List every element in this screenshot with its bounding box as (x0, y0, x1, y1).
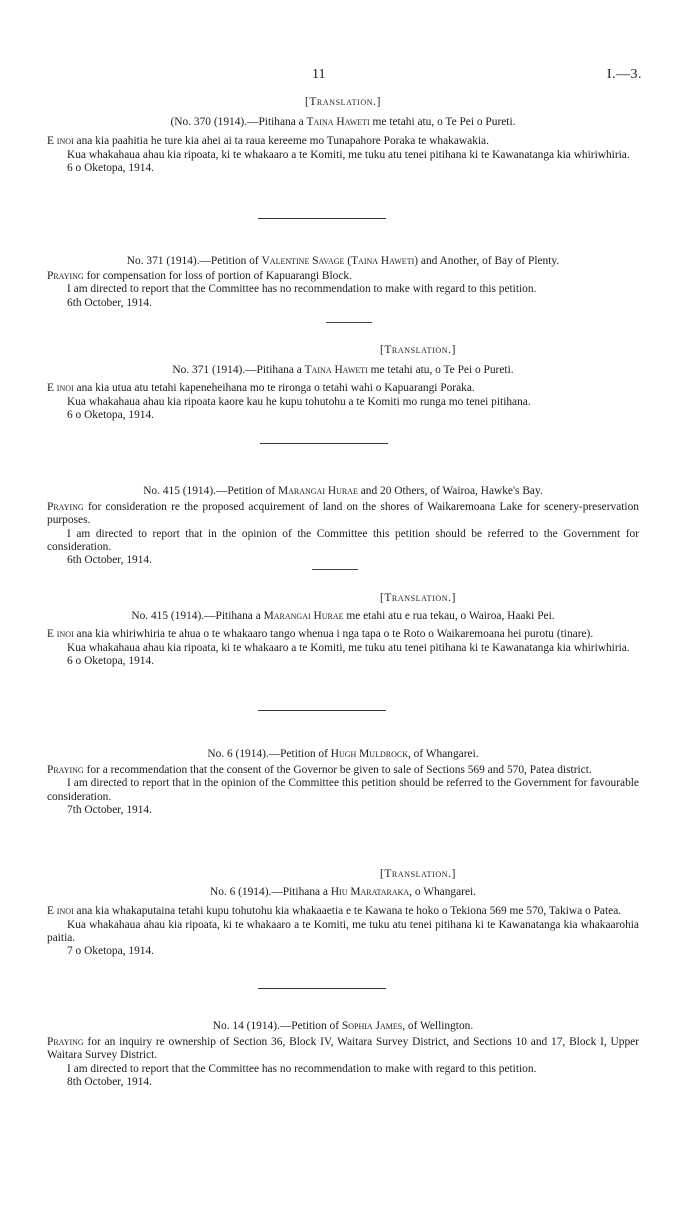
petition-370-translation (47, 96, 639, 175)
committee-report: Kua whakahaua ahau kia ripoata, ki te whakaaro a te Komiti, me tuku atu tenei pitihana ki te Kawanatanga kia whiriwhiria. (67, 641, 630, 654)
petition-prayer: E inoi ana kia whiriwhiria te ahua o te whakaaro tango whenua i nga tapa o te Roto o Waikaremoana hei purotu (tinare). (47, 628, 594, 641)
short-divider (326, 322, 372, 323)
translation-heading: [Translation.] (379, 344, 456, 356)
petition-heading: No. 6 (1914).—Pitihana a Hiu Marataraka, o Whangarei. (209, 886, 477, 899)
translation-heading: [Translation.] (379, 868, 456, 880)
translation-heading: [Translation.] (379, 592, 456, 604)
committee-report: I am directed to report that in the opinion of the Committee this petition should be referred to the Government for consideration. (47, 527, 639, 553)
petition-prayer: Praying for an inquiry re ownership of Section 36, Block IV, Waitara Survey District, and Sections 10 and 17, Block I, Upper Waitara Survey District. (47, 1036, 639, 1062)
petition-6 (47, 748, 639, 817)
petition-heading: No. 415 (1914).—Petition of Marangai Hurae and 20 Others, of Wairoa, Hawke's Bay. (143, 485, 543, 497)
committee-report: Kua whakahaua ahau kia ripoata, ki te whakaaro a te Komiti, me tuku atu tenei pitihana ki te Kawanatanga kia whakaarohia paitia. (47, 918, 639, 944)
committee-report: Kua whakahaua ahau kia ripoata kaore kau he kupu tohutohu a te Komiti mo runga mo tenei pitihana. (67, 395, 531, 408)
report-date: 6th October, 1914. (67, 296, 152, 309)
petition-6-translation (47, 868, 639, 958)
report-date: 6 o Oketopa, 1914. (67, 408, 154, 421)
report-date: 6 o Oketopa, 1914. (67, 654, 154, 667)
petition-prayer: Praying for consideration re the proposed acquirement of land on the shores of Waikaremoana Lake for scenery-preservation purposes. (47, 501, 639, 527)
petition-prayer: E inoi ana kia utua atu tetahi kapeneheihana mo te rironga o tetahi wahi o Kapuarangi Poraka. (47, 382, 475, 395)
petition-heading: No. 6 (1914).—Petition of Hugh Muldrock, of Whangarei. (207, 748, 479, 760)
translation-heading: [Translation.] (304, 96, 381, 108)
petition-415-translation (47, 592, 639, 668)
petition-371 (47, 255, 639, 310)
section-divider (258, 988, 386, 989)
section-divider (260, 443, 388, 444)
petition-prayer: Praying for compensation for loss of portion of Kapuarangi Block. (47, 270, 352, 283)
report-date: 7 o Oketopa, 1914. (67, 945, 154, 958)
petition-heading: No. 371 (1914).—Pitihana a Taina Haweti me tetahi atu, o Te Pei o Pureti. (172, 364, 514, 377)
committee-report: I am directed to report that the Committee has no recommendation to make with regard to this petition. (67, 283, 537, 296)
short-divider (312, 569, 358, 570)
petition-heading: (No. 370 (1914).—Pitihana a Taina Haweti me tetahi atu, o Te Pei o Pureti. (170, 116, 516, 129)
petition-heading: No. 371 (1914).—Petition of Valentine Savage (Taina Haweti) and Another, of Bay of Plenty. (126, 255, 560, 267)
section-divider (258, 218, 386, 219)
page-reference: I.—3. (606, 67, 642, 82)
petition-prayer: E inoi ana kia paahitia he ture kia ahei ai ta raua kereeme mo Tunapahore Poraka te whakawakia. (47, 135, 489, 148)
petition-371-translation (47, 344, 639, 422)
petition-14 (47, 1020, 639, 1089)
petition-415 (47, 485, 639, 567)
committee-report: Kua whakahaua ahau kia ripoata, ki te whakaaro a te Komiti, me tuku atu tenei pitihana ki te Kawanatanga kia whiriwhiria. (67, 148, 630, 161)
petition-heading: No. 415 (1914).—Pitihana a Marangai Hurae me etahi atu e rua tekau, o Wairoa, Haaki Pei. (131, 610, 555, 623)
committee-report: I am directed to report that the Committee has no recommendation to make with regard to this petition. (67, 1062, 537, 1075)
report-date: 8th October, 1914. (67, 1075, 152, 1088)
page-number: 11 (312, 67, 326, 82)
report-date: 7th October, 1914. (67, 803, 152, 816)
section-divider (258, 710, 386, 711)
committee-report: I am directed to report that in the opinion of the Committee this petition should be referred to the Government for favourable consideration. (47, 777, 639, 803)
petition-prayer: Praying for a recommendation that the consent of the Governor be given to sale of Sections 569 and 570, Patea district. (47, 764, 592, 777)
petition-prayer: E inoi ana kia whakaputaina tetahi kupu tohutohu kia whakaaetia e te Kawana te hoko o Tekiona 569 me 570, Takiwa o Patea. (47, 905, 622, 918)
petition-heading: No. 14 (1914).—Petition of Sophia James, of Wellington. (212, 1020, 474, 1032)
report-date: 6th October, 1914. (67, 554, 152, 567)
report-date: 6 o Oketopa, 1914. (67, 161, 154, 174)
